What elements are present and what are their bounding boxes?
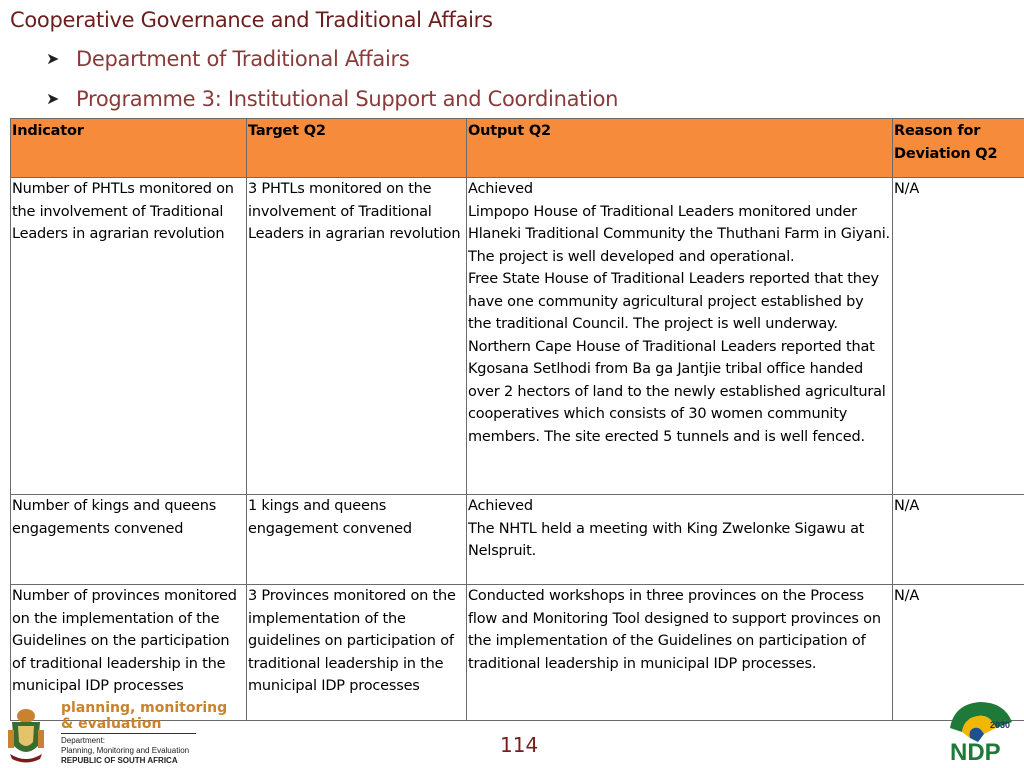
- reason-cell: N/A: [893, 585, 1024, 721]
- performance-table: [10, 118, 1024, 721]
- arrow-bullet-icon: ➤: [46, 49, 60, 68]
- dept-label: Department:: [61, 736, 106, 745]
- dpme-wordmark: [61, 700, 227, 732]
- country-name: REPUBLIC OF SOUTH AFRICA: [61, 756, 178, 765]
- reason-cell: N/A: [893, 495, 1024, 585]
- ndp-year: 2030: [990, 720, 1011, 730]
- output-status: Achieved: [468, 498, 533, 514]
- output-paragraph: Northern Cape House of Traditional Leaders reported that Kgosana Setlhodi from Ba ga Jantjie tribal office handed over 2 hectors of land to the newly established agricultural cooperatives which consists of 30 women community members. The site erected 5 tunnels and is well fenced.: [468, 338, 886, 445]
- output-paragraph: Free State House of Traditional Leaders reported that they have one community agricultural project established by the traditional Council. The project is well underway.: [468, 271, 879, 332]
- dpme-department-text: [61, 736, 189, 766]
- table-row: [11, 178, 1024, 495]
- indicator-cell: Number of provinces monitored on the implementation of the Guidelines on the participation of traditional leadership in the municipal IDP processes: [11, 585, 247, 721]
- bullet-department-text: Department of Traditional Affairs: [76, 47, 410, 71]
- target-cell: 3 PHTLs monitored on the involvement of Traditional Leaders in agrarian revolution: [247, 178, 467, 495]
- dpme-wordmark-line2: & evaluation: [61, 716, 162, 732]
- output-paragraph: The NHTL held a meeting with King Zwelonke Sigawu at Nelspruit.: [468, 520, 865, 559]
- page-number: 114: [500, 733, 539, 757]
- bullet-programme-text: Programme 3: Institutional Support and Coordination: [76, 87, 619, 111]
- dpme-logo: [0, 700, 228, 768]
- output-paragraph: Limpopo House of Traditional Leaders monitored under Hlaneki Traditional Community the Thuthani Farm in Giyani. The project is well developed and operational.: [468, 203, 890, 265]
- ndp-2030-logo-icon: [944, 698, 1018, 764]
- dept-name: Planning, Monitoring and Evaluation: [61, 746, 190, 755]
- reason-cell: N/A: [893, 178, 1024, 495]
- target-cell: 1 kings and queens engagement convened: [247, 495, 467, 585]
- column-header-indicator: Indicator: [11, 119, 247, 178]
- column-header-output: Output Q2: [467, 119, 893, 178]
- output-paragraph: Conducted workshops in three provinces on the Process flow and Monitoring Tool designed to support provinces on the implementation of the Guidelines on participation of traditional leadership in municipal IDP processes.: [468, 588, 881, 672]
- indicator-cell: Number of kings and queens engagements convened: [11, 495, 247, 585]
- table-row: [11, 495, 1024, 585]
- column-header-reason: Reason for Deviation Q2: [893, 119, 1024, 178]
- bullet-department: [46, 47, 409, 71]
- dpme-divider: [61, 733, 196, 734]
- ndp-wordmark: NDP: [950, 739, 1001, 764]
- bullet-programme: [46, 87, 618, 111]
- output-status: Achieved: [468, 181, 533, 197]
- target-cell: 3 Provinces monitored on the implementation of the guidelines on participation of traditional leadership in the municipal IDP processes: [247, 585, 467, 721]
- column-header-target: Target Q2: [247, 119, 467, 178]
- table-header-row: [11, 119, 1024, 178]
- coat-of-arms-icon: [4, 706, 48, 764]
- output-cell: [467, 585, 893, 721]
- dpme-wordmark-line1: planning, monitoring: [61, 700, 228, 716]
- output-cell: [467, 178, 893, 495]
- indicator-cell: Number of PHTLs monitored on the involvement of Traditional Leaders in agrarian revolution: [11, 178, 247, 495]
- page-title: Cooperative Governance and Traditional Affairs: [10, 8, 493, 32]
- output-cell: [467, 495, 893, 585]
- arrow-bullet-icon: ➤: [46, 89, 60, 108]
